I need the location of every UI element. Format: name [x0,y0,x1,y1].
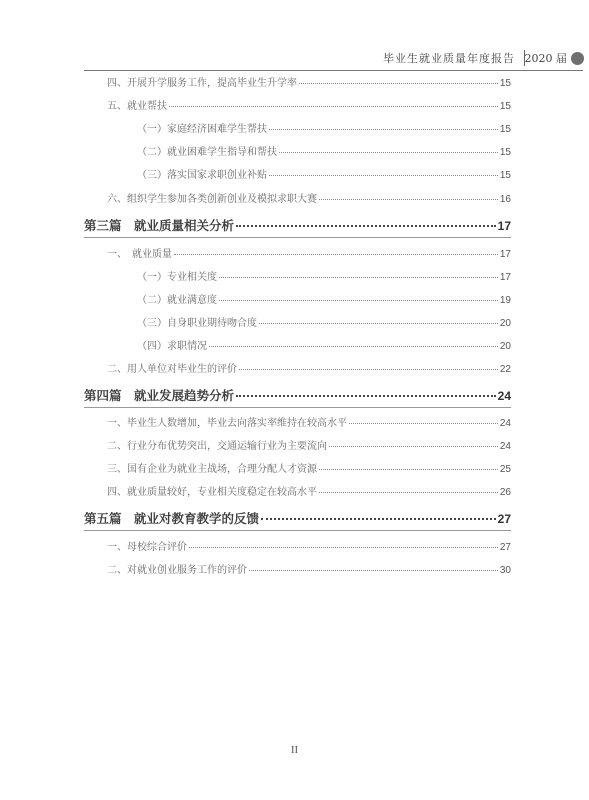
toc-leader-dots [261,517,496,520]
toc-entry-label: 一、毕业生人数增加，毕业去向落实率维持在较高水平 [107,418,347,429]
toc-page-number: 17 [499,272,511,283]
toc-entry[interactable] [107,74,511,89]
toc-entry-label: （三）自身职业期待吻合度 [137,318,257,329]
toc-part-heading[interactable] [84,509,511,527]
toc-entry-label: （二）就业困难学生指导和帮扶 [137,147,277,158]
toc-part-rule [84,530,511,531]
toc-page-number: 20 [499,318,511,329]
toc-entry-label: 一、母校综合评价 [107,542,187,553]
toc-leader-dots [209,345,498,347]
toc-entry-label: 第五篇 就业对教育教学的反馈 [84,511,260,526]
toc-entry[interactable] [137,268,511,283]
toc-entry-label: 第三篇 就业质量相关分析 [84,218,235,233]
toc-page-number: 15 [499,147,511,158]
toc-leader-dots [169,105,498,107]
toc-entry-label: 四、就业质量较好，专业相关度稳定在较高水平 [107,487,317,498]
toc-page-number: 27 [499,542,511,553]
toc-entry[interactable] [137,120,511,135]
toc-leader-dots [279,151,498,153]
toc-leader-dots [236,394,496,397]
toc-leader-dots [269,128,498,130]
toc-page-number: 16 [499,194,511,205]
toc-page-number: 24 [497,389,511,403]
toc-entry-label: 三、国有企业为就业主战场，合理分配人才资源 [107,464,317,475]
toc-entry[interactable] [107,190,511,205]
toc-entry[interactable] [137,166,511,181]
toc-entry-label: 四、开展升学服务工作，提高毕业生升学率 [107,78,297,89]
toc-leader-dots [189,546,498,548]
toc-leader-dots [239,368,498,370]
toc-entry-label: 一、 就业质量 [107,249,172,260]
toc-entry-label: 二、对就业创业服务工作的评价 [107,565,247,576]
toc-leader-dots [299,82,498,84]
toc-entry-label: （四）求职情况 [137,341,207,352]
toc-entry[interactable] [107,414,511,429]
toc-entry-label: 六、组织学生参加各类创新创业及模拟求职大赛 [107,194,317,205]
toc-leader-dots [349,422,498,424]
toc-page-number: 17 [499,249,511,260]
toc-entry[interactable] [137,291,511,306]
toc-entry[interactable] [137,143,511,158]
toc-part-rule [84,407,511,408]
toc-entry[interactable] [137,337,511,352]
toc-leader-dots [236,224,496,227]
toc-entry-label: 五、就业帮扶 [107,101,167,112]
toc-page-number: 27 [497,512,511,526]
toc-entry[interactable] [107,245,511,260]
toc-leader-dots [249,569,498,571]
header-year: 2020 届 [524,52,567,65]
toc-entry-label: 二、行业分布优势突出，交通运输行业为主要流向 [107,441,327,452]
toc-page-number: 22 [499,364,511,375]
toc-entry[interactable] [107,538,511,553]
toc-page-number: 30 [499,565,511,576]
toc-page-number: 25 [499,464,511,475]
toc-leader-dots [219,299,498,301]
toc-leader-dots [319,198,498,200]
toc-leader-dots [174,253,498,255]
toc-page-number: 24 [499,441,511,452]
toc-entry-label: （三）落实国家求职创业补贴 [137,170,267,181]
toc-entry[interactable] [107,97,511,112]
toc-leader-dots [269,174,498,176]
toc-leader-dots [319,468,498,470]
toc-entry-label: （二）就业满意度 [137,295,217,306]
toc-part-heading[interactable] [84,216,511,234]
toc-entry-label: 第四篇 就业发展趋势分析 [84,388,235,403]
toc-page-number: 15 [499,124,511,135]
toc-leader-dots [219,276,498,278]
toc-leader-dots [329,445,498,447]
toc-page-number: 17 [497,219,511,233]
toc-page-number: 20 [499,341,511,352]
toc-entry-label: （一）家庭经济困难学生帮扶 [137,124,267,135]
toc-entry-label: 二、用人单位对毕业生的评价 [107,364,237,375]
toc-page-number: 24 [499,418,511,429]
toc-entry[interactable] [107,460,511,475]
toc-page-number: 26 [499,487,511,498]
toc-page-number: 15 [499,78,511,89]
toc-entry[interactable] [137,314,511,329]
header-title: 毕业生就业质量年度报告 [383,52,515,65]
toc-entry-label: （一）专业相关度 [137,272,217,283]
toc-page-number: 19 [499,295,511,306]
toc-entry[interactable] [107,561,511,576]
toc-page-number: 15 [499,101,511,112]
toc-part-heading[interactable] [84,386,511,404]
toc-leader-dots [319,491,498,493]
toc-leader-dots [259,322,498,324]
toc-entry[interactable] [107,437,511,452]
toc-part-rule [84,237,511,238]
toc-entry[interactable] [107,360,511,375]
toc-entry[interactable] [107,483,511,498]
toc-page-number: 15 [499,170,511,181]
page-number: II [290,744,299,756]
